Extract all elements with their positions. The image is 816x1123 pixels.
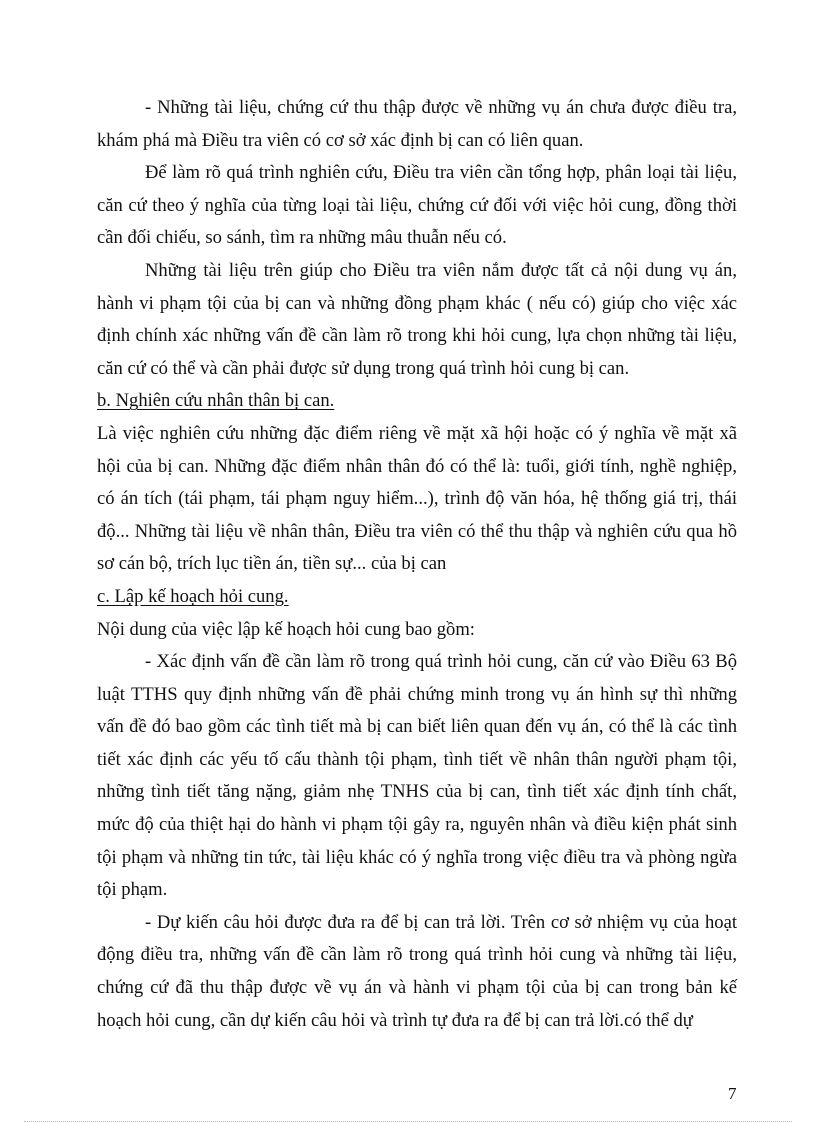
section-heading-b: b. Nghiên cứu nhân thân bị can. <box>97 390 335 412</box>
page-number: 7 <box>728 1084 737 1103</box>
paragraph: Để làm rõ quá trình nghiên cứu, Điều tra viên cần tổng hợp, phân loại tài liệu, căn cứ theo ý nghĩa của từng loại tài liệu, chứng cứ đối với việc hỏi cung, đồng thời cần đối chiếu, so sánh, tìm ra những mâu thuẫn nếu có. <box>97 162 737 249</box>
paragraph: Nội dung của việc lập kế hoạch hỏi cung bao gồm: <box>97 618 475 640</box>
paragraph: - Xác định vấn đề cần làm rõ trong quá trình hỏi cung, căn cứ vào Điều 63 Bộ luật TTHS quy định những vấn đề phải chứng minh trong vụ án hình sự thì những vấn đề đó bao gồm các tình tiết mà bị can biết liên quan đến vụ án, có thể là các tình tiết xác định các yếu tố cấu thành tội phạm, tình tiết về nhân thân người phạm tội, những tình tiết tăng nặng, giảm nhẹ TNHS của bị can, tình tiết xác định tính chất, mức độ của thiệt hại do hành vi phạm tội gây ra, nguyên nhân và điều kiện phát sinh tội phạm và những tin tức, tài liệu khác có ý nghĩa trong việc điều tra và phòng ngừa tội phạm. <box>97 651 737 901</box>
paragraph: Là việc nghiên cứu những đặc điểm riêng về mặt xã hội hoặc có ý nghĩa về mặt xã hội của bị can. Những đặc điểm nhân thân đó có thể là: tuổi, giới tính, nghề nghiệp, có án tích (tái phạm, tái phạm nguy hiểm...), trình độ văn hóa, hệ thống giá trị, thái độ... Những tài liệu về nhân thân, Điều tra viên có thể thu thập và nghiên cứu qua hồ sơ cán bộ, trích lục tiền án, tiền sự... của bị can <box>97 422 737 575</box>
page-bottom-divider <box>24 1121 792 1122</box>
paragraph: Những tài liệu trên giúp cho Điều tra viên nắm được tất cả nội dung vụ án, hành vi phạm tội của bị can và những đồng phạm khác ( nếu có) giúp cho việc xác định chính xác những vấn đề cần làm rõ trong khi hỏi cung, lựa chọn những tài liệu, căn cứ có thể và cần phải được sử dụng trong quá trình hỏi cung bị can. <box>97 259 737 379</box>
section-heading-c: c. Lập kế hoạch hỏi cung. <box>97 585 289 607</box>
document-body <box>97 92 737 1037</box>
paragraph: - Những tài liệu, chứng cứ thu thập được về những vụ án chưa được điều tra, khám phá mà Điều tra viên có cơ sở xác định bị can có liên quan. <box>97 97 737 151</box>
paragraph: - Dự kiến câu hỏi được đưa ra để bị can trả lời. Trên cơ sở nhiệm vụ của hoạt động điều tra, những vấn đề cần làm rõ trong quá trình hỏi cung và những tài liệu, chứng cứ đã thu thập được về vụ án và hành vi phạm tội của bị can trong bản kế hoạch hỏi cung, cần dự kiến câu hỏi và trình tự đưa ra để bị can trả lời.có thể dự <box>97 911 737 1031</box>
